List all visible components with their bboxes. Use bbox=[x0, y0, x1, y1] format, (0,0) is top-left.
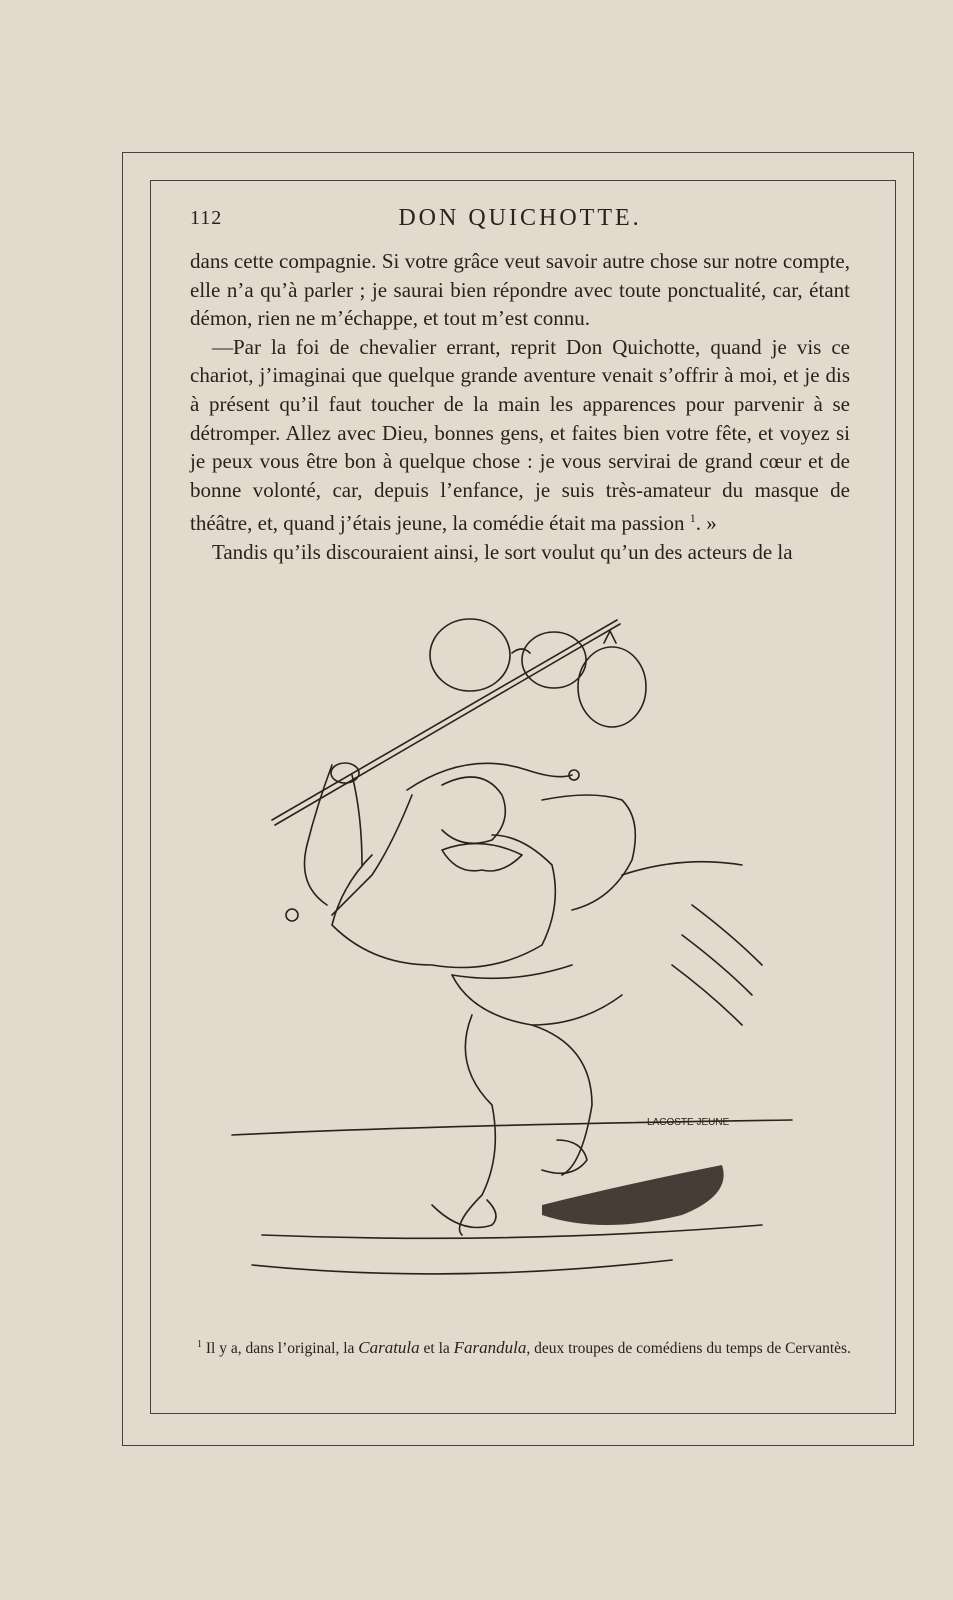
body-text bbox=[190, 247, 850, 567]
footnote bbox=[187, 1334, 852, 1360]
paragraph: Tandis qu’ils discouraient ainsi, le sort voulut qu’un des acteurs de la bbox=[212, 539, 793, 564]
paragraph bbox=[190, 333, 850, 538]
footnote-text: Il y a, dans l’original, la bbox=[205, 1340, 355, 1358]
illustrator-signature: LACOSTE JEUNE bbox=[647, 1117, 730, 1128]
paragraph-text: —Par la foi de chevalier errant, reprit Don Quichotte, quand je vis ce chariot, j’imaginai que quelque grande aventure venait s’offrir à moi, et je dis à présent qu’il faut toucher de la main les apparences pour parvenir à se détromper. Allez avec Dieu, bonnes gens, et faites bien votre fête, et voyez si je peux vous être bon à quelque chose : je vous servirai de grand cœur et de bonne volonté, car, depuis l’enfance, je suis très-amateur du masque de théâtre, et, quand j’étais jeune, la comédie était ma passion bbox=[190, 334, 850, 536]
troupe-name: Farandula bbox=[453, 1338, 527, 1358]
page-number: 112 bbox=[190, 207, 223, 229]
footnote-text: et la bbox=[423, 1340, 450, 1358]
footnote-text: , deux troupes de comédiens du temps de Cervantès. bbox=[526, 1340, 851, 1358]
footnote-marker: 1 bbox=[197, 1339, 202, 1350]
paragraph: dans cette compagnie. Si votre grâce veut savoir autre chose sur notre compte, elle n’a qu’à parler ; je saurai bien répondre avec toute ponctualité, car, étant démon, rien ne m’échappe, et tout m’est connu. bbox=[190, 249, 850, 331]
running-title: DON QUICHOTTE. bbox=[398, 205, 642, 231]
page-header bbox=[190, 205, 850, 239]
paragraph-text: . » bbox=[695, 511, 717, 536]
harlequin-figure-drawing bbox=[212, 615, 832, 1300]
engraving-illustration bbox=[212, 615, 832, 1300]
footnote-marker: 1 bbox=[689, 511, 696, 526]
troupe-name: Caratula bbox=[358, 1338, 420, 1358]
